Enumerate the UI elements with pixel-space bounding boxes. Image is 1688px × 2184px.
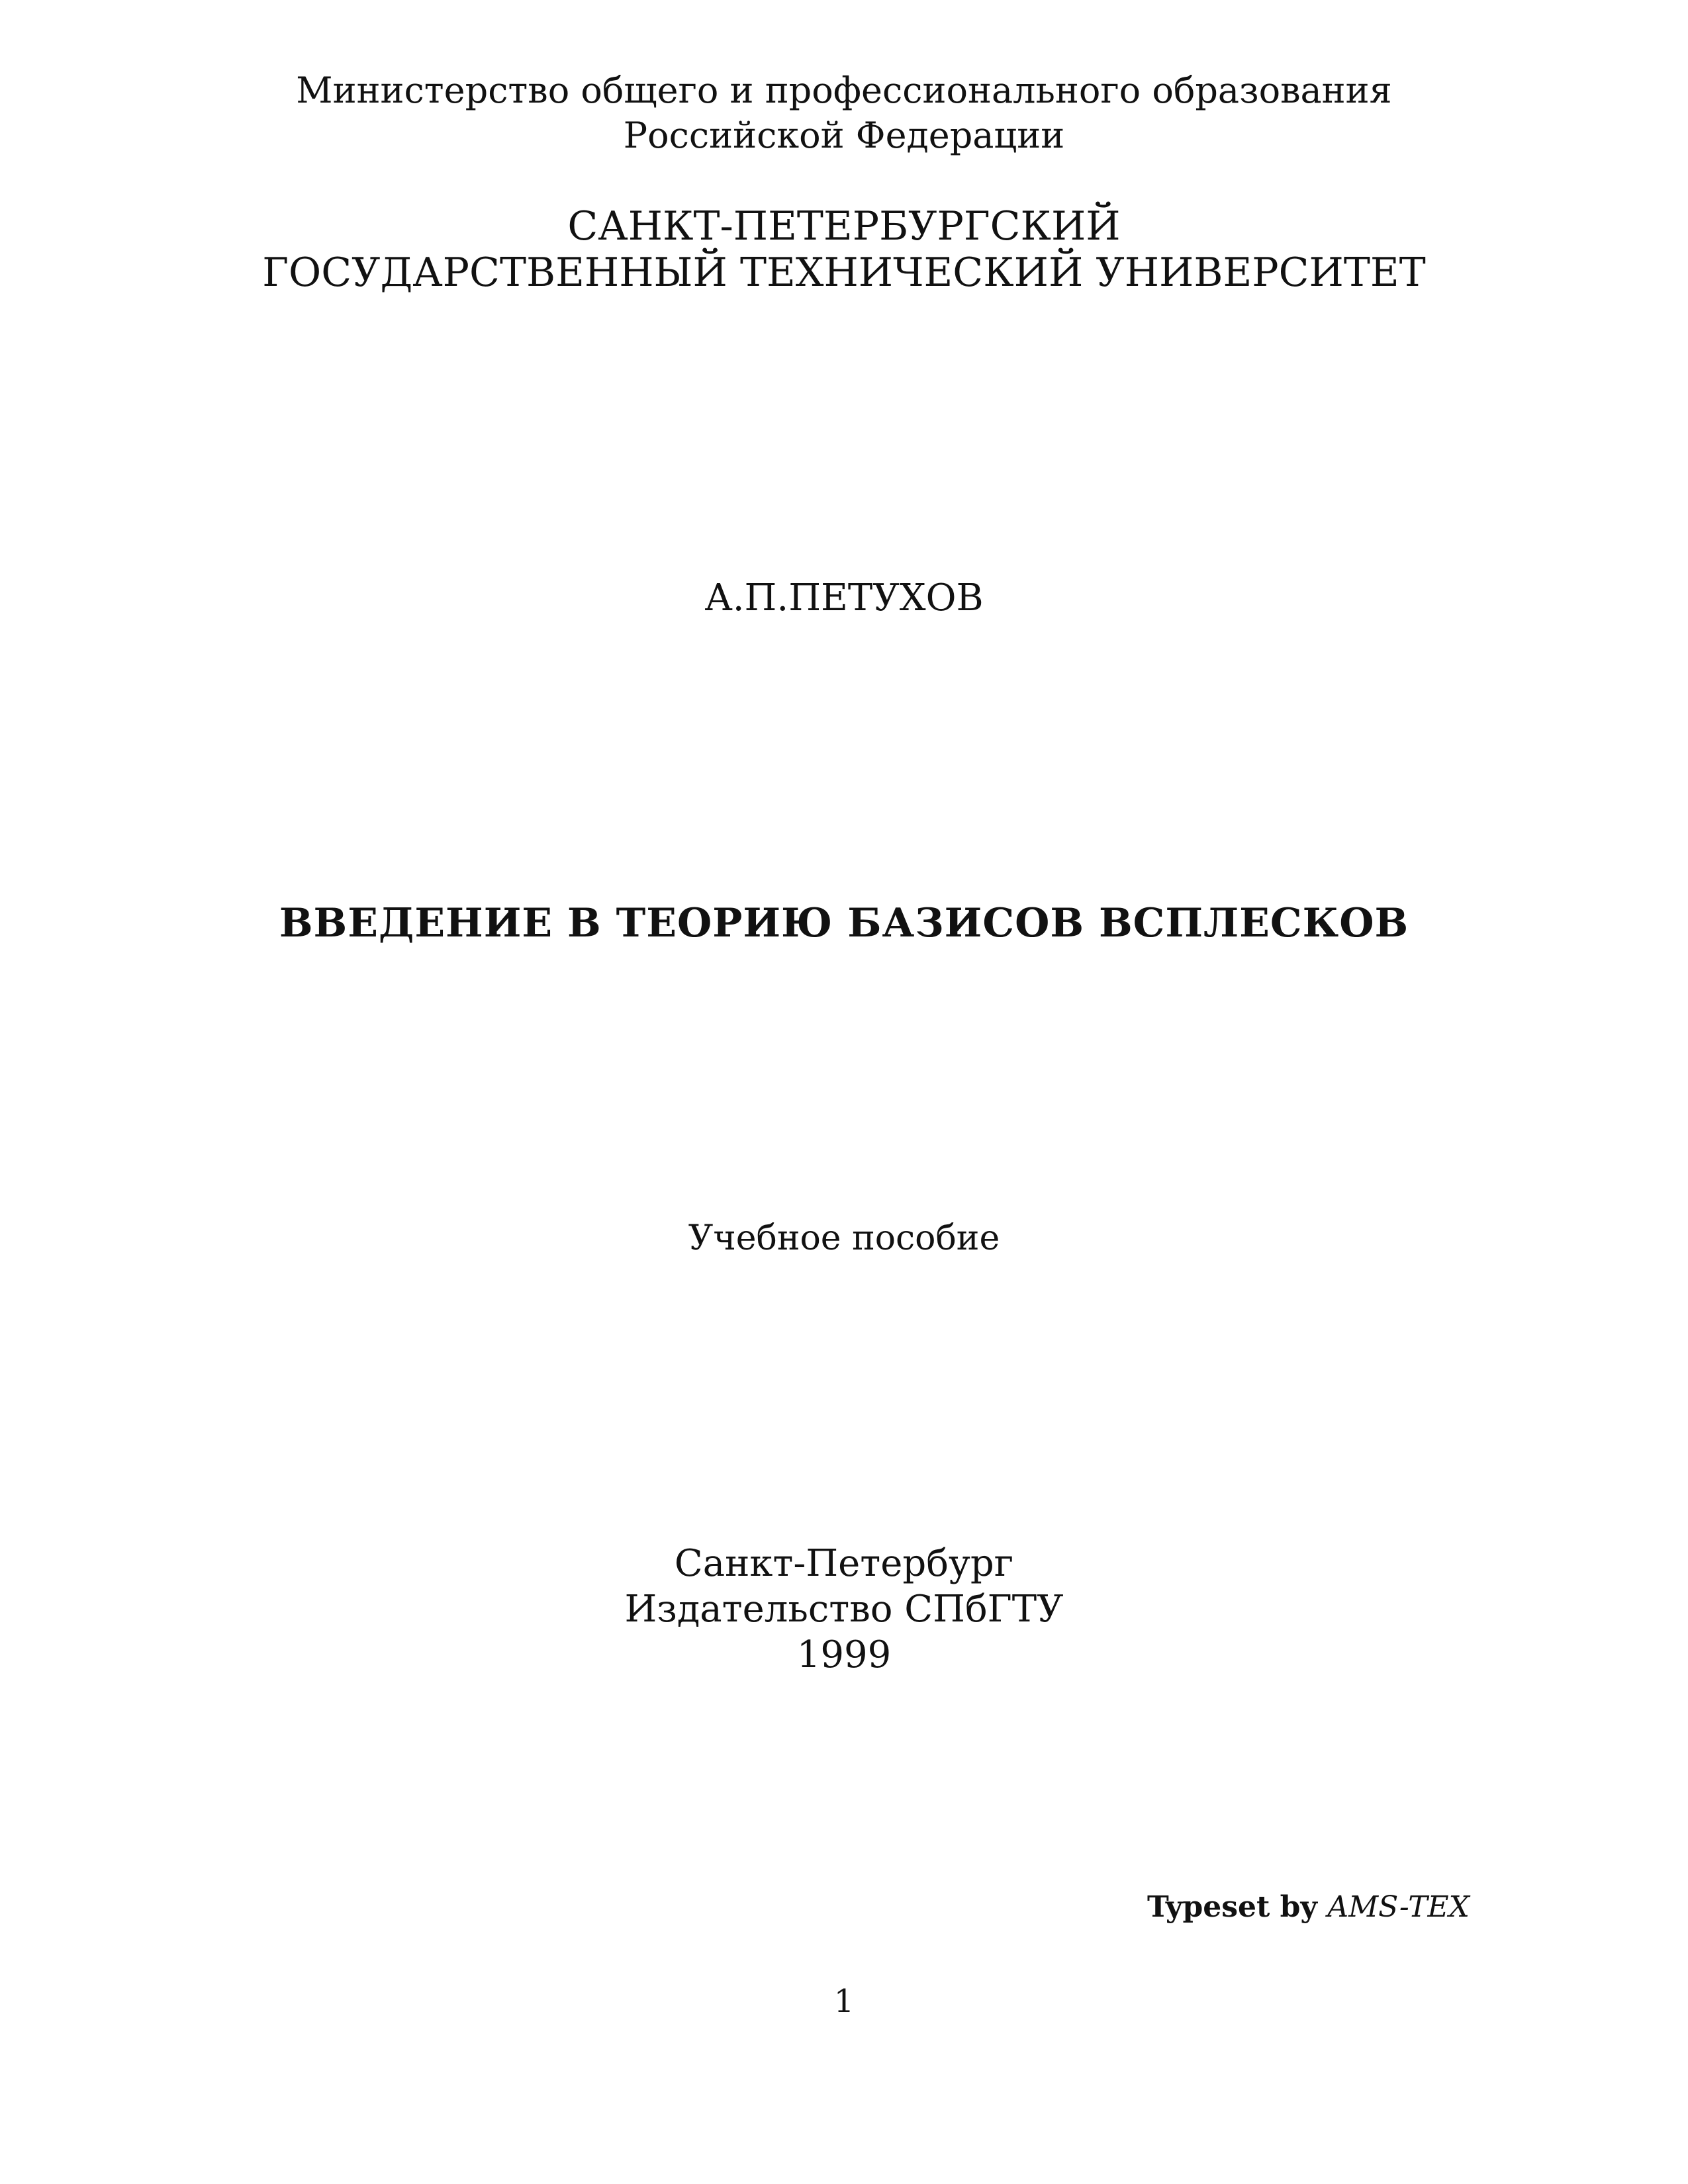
typeset-prefix: Typeset by [1147,1890,1317,1924]
imprint-city: Санкт-Петербург [674,1542,1014,1585]
typeset-note [1147,1890,1470,1924]
typeset-system: AMS-TEX [1327,1890,1470,1924]
university-line-2: ГОСУДАРСТВЕННЫЙ ТЕХНИЧЕСКИЙ УНИВЕРСИТЕТ [262,250,1426,296]
university-line-1: САНКТ-ПЕТЕРБУРГСКИЙ [567,203,1121,250]
imprint-year: 1999 [796,1633,892,1676]
imprint-publisher: Издательство СПбГТУ [624,1588,1064,1631]
ministry-line-2: Российской Федерации [623,114,1065,156]
author-name: А.П.ПЕТУХОВ [704,576,984,619]
ministry-line-1: Министерство общего и профессионального образования [296,69,1392,111]
page-number: 1 [833,1983,855,2020]
book-subtitle: Учебное пособие [688,1218,1000,1258]
book-title: ВВЕДЕНИЕ В ТЕОРИЮ БАЗИСОВ ВСПЛЕСКОВ [279,900,1409,946]
